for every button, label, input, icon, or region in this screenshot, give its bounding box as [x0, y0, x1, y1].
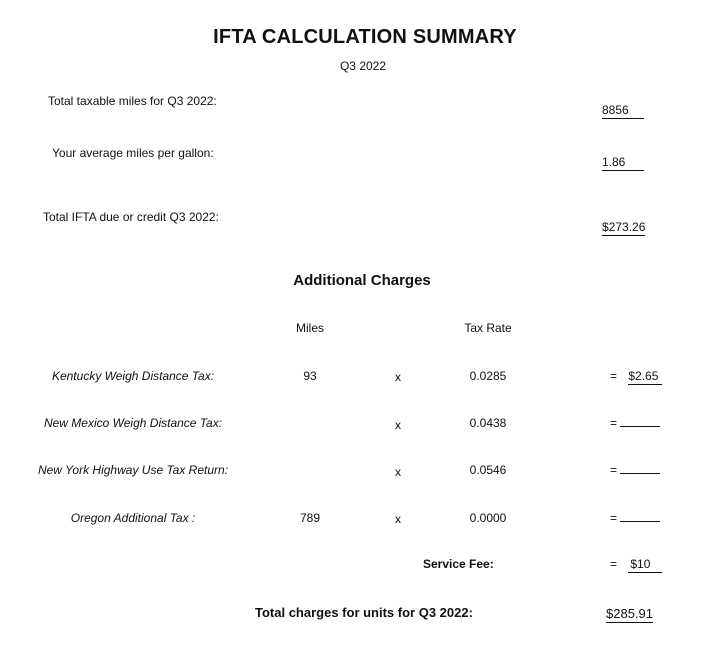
- total-charges-value-wrap: [606, 605, 653, 623]
- miles-column-header: Miles: [295, 321, 325, 335]
- row-label-kentucky: Kentucky Weigh Distance Tax:: [51, 369, 215, 383]
- ifta-due-label: Total IFTA due or credit Q3 2022:: [43, 210, 219, 224]
- times-symbol: x: [395, 418, 401, 432]
- row-rate-kentucky: 0.0285: [469, 369, 507, 383]
- ifta-due-value: $273.26: [602, 220, 646, 234]
- service-fee-value: $10: [628, 557, 662, 573]
- total-charges-value: $285.91: [606, 606, 653, 621]
- service-fee-label: Service Fee:: [423, 557, 494, 571]
- equals-symbol: =: [610, 557, 618, 571]
- taxable-miles-value: 8856: [602, 103, 644, 119]
- ifta-due-value-wrap: [602, 218, 645, 236]
- row-rate-new-york: 0.0546: [469, 463, 507, 477]
- taxable-miles-label: Total taxable miles for Q3 2022:: [48, 94, 217, 108]
- row-amount-kentucky: $2.65: [628, 369, 662, 385]
- total-charges-label: Total charges for units for Q3 2022:: [255, 605, 473, 620]
- equals-symbol: =: [610, 511, 618, 525]
- row-rate-new-mexico: 0.0438: [469, 416, 507, 430]
- row-label-oregon: Oregon Additional Tax :: [70, 511, 196, 525]
- times-symbol: x: [395, 370, 401, 384]
- service-fee-value-wrap: [610, 557, 662, 573]
- row-amount-new-york-wrap: [610, 463, 660, 477]
- equals-symbol: =: [610, 416, 618, 430]
- avg-mpg-value: 1.86: [602, 155, 644, 171]
- row-amount-oregon-blank: [620, 511, 660, 522]
- page-title: IFTA CALCULATION SUMMARY: [213, 26, 517, 48]
- row-rate-oregon: 0.0000: [469, 511, 507, 525]
- tax-rate-column-header: Tax Rate: [464, 321, 512, 335]
- row-miles-kentucky: 93: [303, 369, 317, 383]
- row-amount-new-mexico-blank: [620, 416, 660, 427]
- times-symbol: x: [395, 465, 401, 479]
- additional-charges-heading: Additional Charges: [293, 272, 431, 289]
- times-symbol: x: [395, 512, 401, 526]
- equals-symbol: =: [610, 463, 618, 477]
- row-miles-oregon: 789: [299, 511, 321, 525]
- row-amount-new-mexico-wrap: [610, 416, 660, 430]
- row-label-new-mexico: New Mexico Weigh Distance Tax:: [43, 416, 223, 430]
- taxable-miles-value-wrap: [602, 101, 644, 119]
- avg-mpg-label: Your average miles per gallon:: [52, 146, 214, 160]
- row-label-new-york: New York Highway Use Tax Return:: [37, 463, 229, 477]
- period-label: Q3 2022: [339, 59, 387, 73]
- row-amount-new-york-blank: [620, 463, 660, 474]
- row-amount-oregon-wrap: [610, 511, 660, 525]
- avg-mpg-value-wrap: [602, 153, 644, 171]
- equals-symbol: =: [610, 369, 618, 383]
- row-amount-kentucky-wrap: [610, 369, 662, 385]
